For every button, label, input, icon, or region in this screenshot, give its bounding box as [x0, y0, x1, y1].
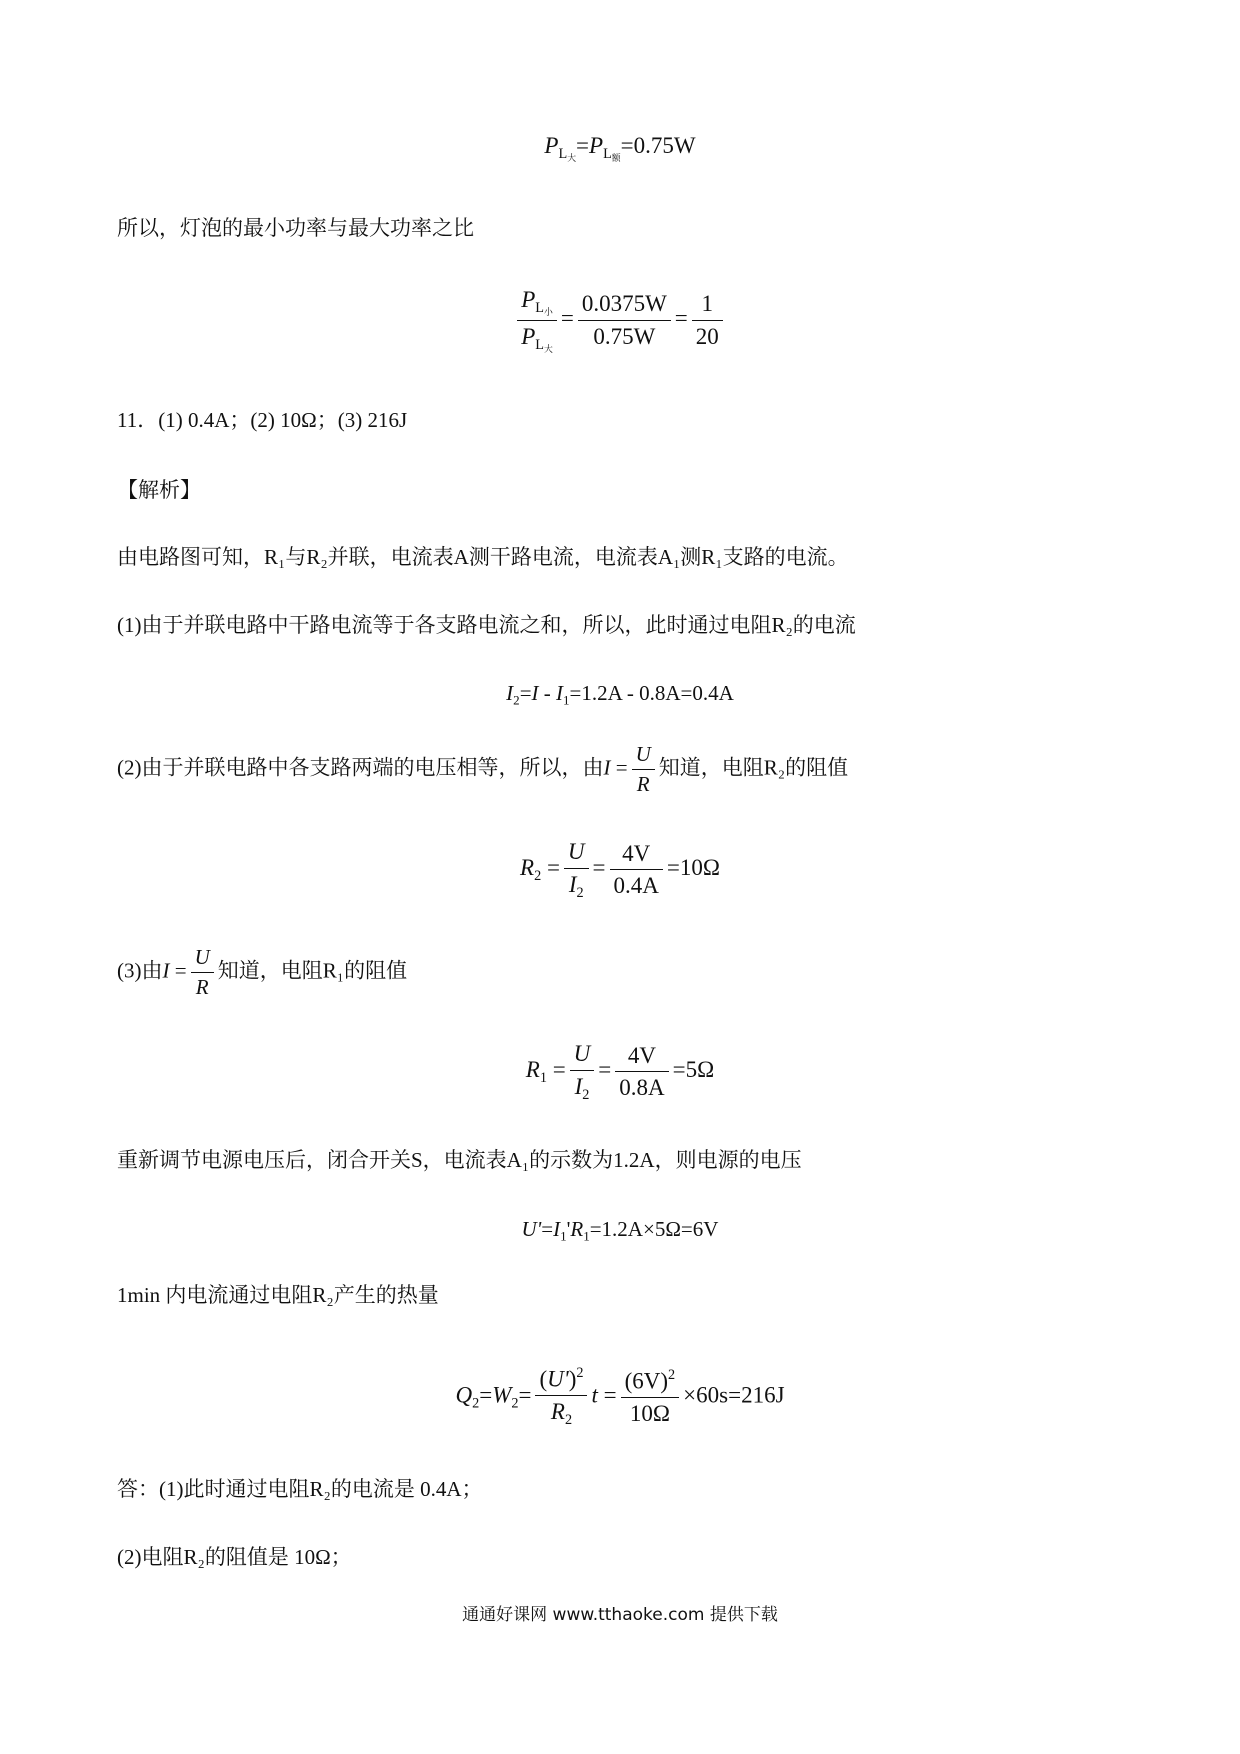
- ratio-intro-text: 所以，灯泡的最小功率与最大功率之比: [117, 216, 474, 240]
- page-footer: 通通好课网 www.tthaoke.com 提供下载: [462, 1605, 778, 1625]
- equation-r2: $R_2$ = $\frac{U}{I_2}$ = $\frac{4V}{0.4A}$ =10Ω: [520, 839, 720, 901]
- equation-p-max-value: =0.75W: [620, 133, 696, 158]
- paragraph-step-2: (2)由于并联电路中各支路两端的电压相等，所以，由I = $\frac{U}{R}$ 知道，电阻R₂的阻值: [117, 742, 849, 797]
- analysis-label: 【解析】: [117, 478, 201, 502]
- fraction-values: $\frac{0.0375W}{0.75W}$: [578, 290, 671, 350]
- equation-r1: $R_1$ = $\frac{U}{I_2}$ = $\frac{4V}{0.8A}$ =5Ω: [525, 1041, 715, 1103]
- paragraph-step-3: (3)由I = $\frac{U}{R}$ 知道，电阻R₁的阻值: [117, 945, 408, 1000]
- equation-power-ratio: $\frac{P_{L_小}}{P_{L_大}}$ = $\frac{0.0375W}{0.75W}$ = $\frac{1}{20}$: [0, 286, 1240, 354]
- fraction-p-ratio: $\frac{P_{L_小}}{P_{L_大}}$: [517, 286, 557, 354]
- fraction-ohm-law: $\frac{U}{R}$: [632, 742, 655, 797]
- equation-p-max: $P_{L_大}=P_{L_额}=0.75W$: [544, 133, 696, 164]
- paragraph-step-1: (1)由于并联电路中干路电流等于各支路电流之和，所以，此时通过电阻R₂的电流: [117, 613, 856, 637]
- equation-i2-rhs: =1.2A - 0.8A=0.4A: [569, 681, 734, 705]
- answer-line-1: 答：(1)此时通过电阻R₂的电流是 0.4A；: [117, 1477, 483, 1501]
- answer-header: 11．(1) 0.4A；(2) 10Ω；(3) 216J: [117, 408, 408, 432]
- paragraph-circuit: 由电路图可知，R₁与R₂并联，电流表A测干路电流，电流表A₁测R₁支路的电流。: [117, 545, 849, 569]
- paragraph-heat: 1min 内电流通过电阻R₂产生的热量: [117, 1283, 439, 1307]
- equation-u: $U'=I_1'R_1=1.2A\times 5\Omega=6V$: [521, 1217, 719, 1244]
- paragraph-voltage: 重新调节电源电压后，闭合开关S，电流表A₁的示数为1.2A，则电源的电压: [117, 1148, 802, 1172]
- equation-heat: $Q_2=W_2=$ $\frac{(U')^2}{R_2}$ t = $\frac{(6V)^2}{10\Omega}$ ×60s=216J: [455, 1365, 785, 1428]
- fraction-ohm-law-2: $\frac{U}{R}$: [191, 945, 214, 1000]
- fraction-result: $\frac{1}{20}$: [692, 290, 723, 350]
- answer-line-2: (2)电阻R₂的阻值是 10Ω；: [117, 1545, 352, 1569]
- equation-i2: $I_2=I - I_1=1.2A - 0.8A=0.4A$: [506, 681, 734, 708]
